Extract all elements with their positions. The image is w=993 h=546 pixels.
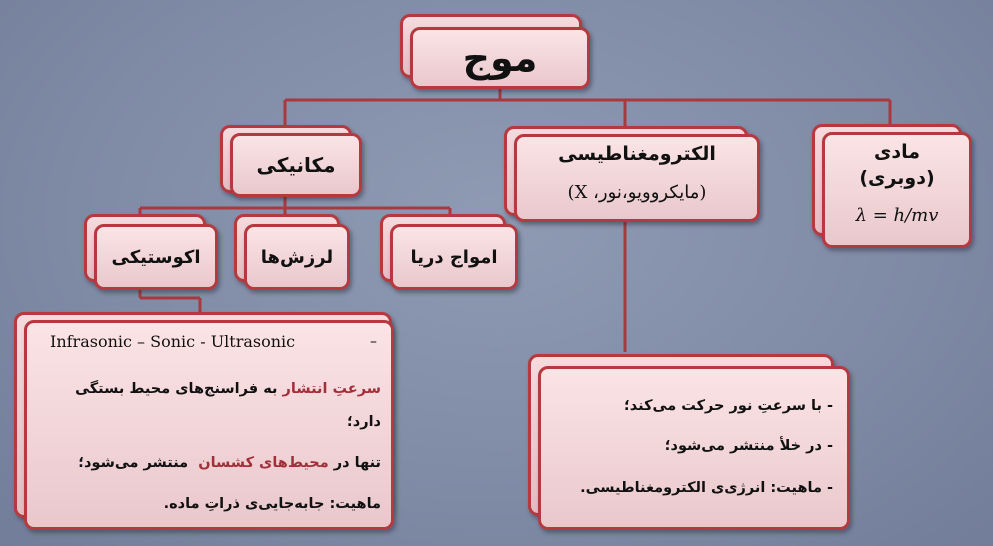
electromagnetic-title: الکترومغناطیسی xyxy=(558,143,716,165)
em-notes-line1: - با سرعتِ نور حرکت می‌کند؛ xyxy=(624,398,833,414)
acoustic-title: اکوستیکی xyxy=(111,246,201,268)
acoustic-notes-line3: دارد؛ xyxy=(347,414,381,430)
vibrations-title: لرزش‌ها xyxy=(260,246,334,268)
propagation-speed-highlight: سرعتِ انتشار xyxy=(282,381,381,397)
root-title: موج xyxy=(462,36,538,80)
acoustic-notes-line1: Infrasonic – Sonic - Ultrasonic xyxy=(50,332,296,351)
em-notes-line3: - ماهیت: انرژی‌ی الکترومغناطیسی. xyxy=(580,480,833,496)
sea-waves-title: امواج دریا xyxy=(410,246,498,268)
matter-subtitle: (دوبری) xyxy=(859,167,935,189)
acoustic-notes-line4-a: تنها در xyxy=(333,455,381,471)
matter-title: مادی xyxy=(873,141,921,163)
acoustic-notes-line5: ماهیت: جابه‌جایی‌ی ذراتِ ماده. xyxy=(163,496,381,512)
acoustic-notes-bullet: – xyxy=(370,334,377,350)
acoustic-notes-line4-b: منتشر می‌شود؛ xyxy=(78,455,189,471)
elastic-media-highlight: محیط‌های کشسان xyxy=(198,455,329,471)
acoustic-notes-line2 xyxy=(75,381,381,397)
electromagnetic-subtitle: (مایکروویو،نور، X) xyxy=(567,181,707,203)
mechanical-title: مکانیکی xyxy=(256,153,336,177)
acoustic-notes-line4 xyxy=(78,455,381,471)
acoustic-notes-line2-rest: به فراسنج‌های محیط بستگی xyxy=(75,381,278,397)
em-notes-line2: - در خلأ منتشر می‌شود؛ xyxy=(664,438,833,454)
matter-formula: λ = h/mv xyxy=(855,204,939,226)
